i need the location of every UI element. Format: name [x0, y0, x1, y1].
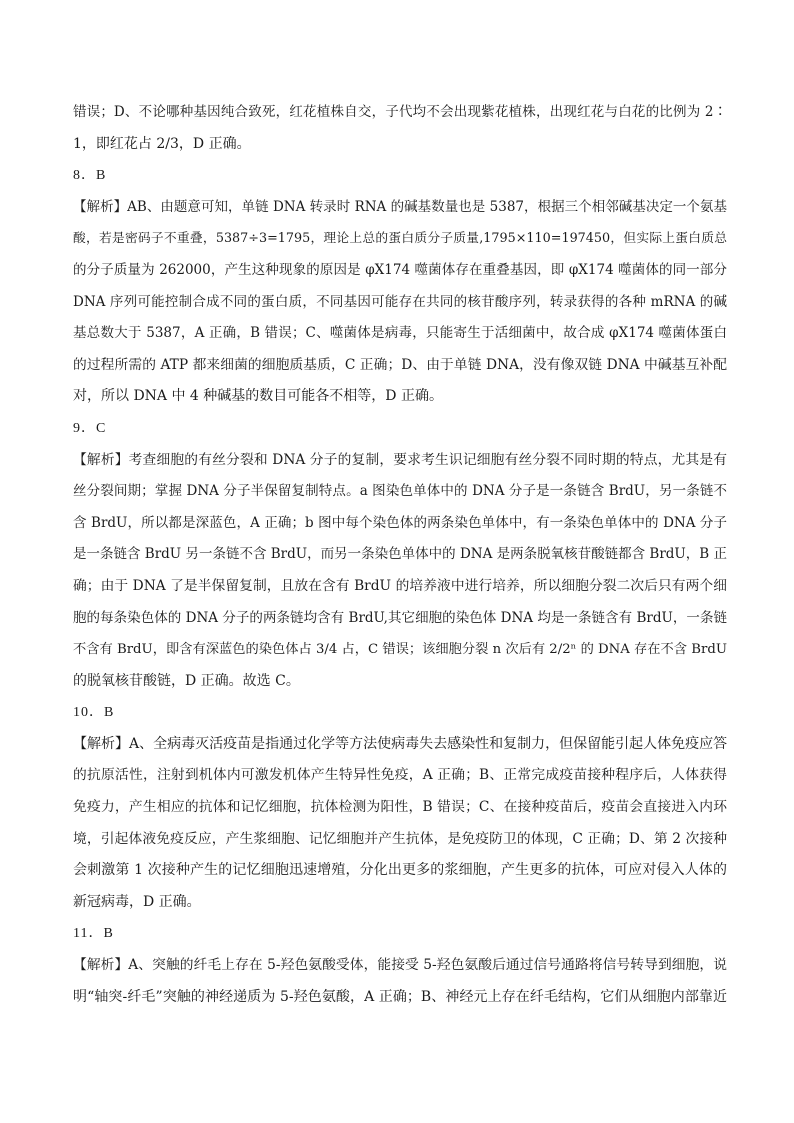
- text-line: DNA 序列可能控制合成不同的蛋白质，不同基因可能存在共同的核苷酸序列，转录获得的各种 mRNA 的碱: [73, 293, 727, 310]
- text-line: 对，所以 DNA 中 4 种碱基的数目可能各不相等，D 正确。: [73, 388, 443, 405]
- text-line: 丝分裂间期；掌握 DNA 分子半保留复制特点。a 图染色单体中的 DNA 分子是一条链含 BrdU，另一条链不: [73, 483, 727, 500]
- text-line: 会刺激第 1 次接种产生的记忆细胞迅速增殖，分化出更多的浆细胞，产生更多的抗体，可应对侵入人体的: [73, 862, 727, 879]
- text-line: 的过程所需的 ATP 都来细菌的细胞质基质，C 正确；D、由于单链 DNA，没有像双链 DNA 中碱基互补配: [73, 356, 727, 373]
- question-number-9: 9．C: [73, 420, 107, 436]
- text-line: 免疫力，产生相应的抗体和记忆细胞，抗体检测为阳性，B 错误；C、在接种疫苗后，疫苗会直接进入内环: [73, 799, 727, 816]
- text-line: 基总数大于 5387，A 正确，B 错误；C、噬菌体是病毒，只能寄生于活细菌中，故合成 φX174 噬菌体蛋白: [73, 325, 727, 342]
- text-line: 错误；D、不论哪种基因纯合致死，红花植株自交，子代均不会出现紫花植株，出现红花与白花的比例为 2∶: [73, 104, 727, 120]
- text-line: 含 BrdU，所以都是深蓝色，A 正确；b 图中每个染色体的两条染色单体中，有一条染色单体中的 DNA 分子: [73, 514, 727, 531]
- question-number-10: 10．B: [73, 705, 115, 721]
- text-line: 胞的每条染色体的 DNA 分子的两条链均含有 BrdU,其它细胞的染色体 DNA 均是一条链含有 BrdU，一条链: [73, 609, 727, 626]
- text-line: 的抗原活性，注射到机体内可激发机体产生特异性免疫，A 正确；B、正常完成疫苗接种程序后，人体获得: [73, 767, 727, 784]
- text-line: 是一条链含 BrdU 另一条链不含 BrdU，而另一条染色单体中的 DNA 是两条脱氧核苷酸链都含 BrdU，B 正: [73, 546, 727, 563]
- text-line: 不含有 BrdU，即含有深蓝色的染色体占 3/4 占，C 错误；该细胞分裂 n 次后有 2/2ⁿ 的 DNA 存在不含 BrdU: [73, 642, 727, 658]
- question-number-11: 11．B: [73, 926, 114, 942]
- text-line: 境，引起体液免疫反应，产生浆细胞、记忆细胞并产生抗体，是免疫防卫的体现，C 正确；D、第 2 次接种: [73, 830, 727, 847]
- text-line: 明“轴突-纤毛”突触的神经递质为 5-羟色氨酸，A 正确；B、神经元上存在纤毛结构，它们从细胞内部靠近: [73, 988, 727, 1005]
- text-line: 【解析】AB、由题意可知，单链 DNA 转录时 RNA 的碱基数量也是 5387，根据三个相邻碱基决定一个氨基: [73, 198, 727, 215]
- text-line: 确；由于 DNA 了是半保留复制，且放在含有 BrdU 的培养液中进行培养，所以细胞分裂二次后只有两个细: [73, 577, 727, 594]
- text-line: 新冠病毒，D 正确。: [73, 893, 201, 910]
- text-line: 1，即红花占 2/3，D 正确。: [73, 135, 251, 152]
- text-line: 【解析】A、全病毒灭活疫苗是指通过化学等方法使病毒失去感染性和复制力，但保留能引起人体免疫应答: [73, 735, 727, 752]
- answer-explanation-body: [73, 97, 727, 1013]
- text-line: 【解析】A、突触的纤毛上存在 5-羟色氨酸受体，能接受 5-羟色氨酸后通过信号通路将信号转导到细胞，说: [73, 957, 727, 974]
- text-line: 酸，若是密码子不重叠，5387÷3=1795，理论上总的蛋白质分子质量,1795×110=197450，但实际上蛋白质总: [73, 231, 727, 247]
- text-line: 的分子质量为 262000，产生这种现象的原因是 φX174 噬菌体存在重叠基因，即 φX174 噬菌体的同一部分: [73, 261, 727, 278]
- text-line: 【解析】考查细胞的有丝分裂和 DNA 分子的复制，要求考生识记细胞有丝分裂不同时期的特点，尤其是有: [73, 451, 727, 468]
- text-line: 的脱氧核苷酸链，D 正确。故选 C。: [73, 672, 300, 689]
- question-number-8: 8．B: [73, 168, 107, 184]
